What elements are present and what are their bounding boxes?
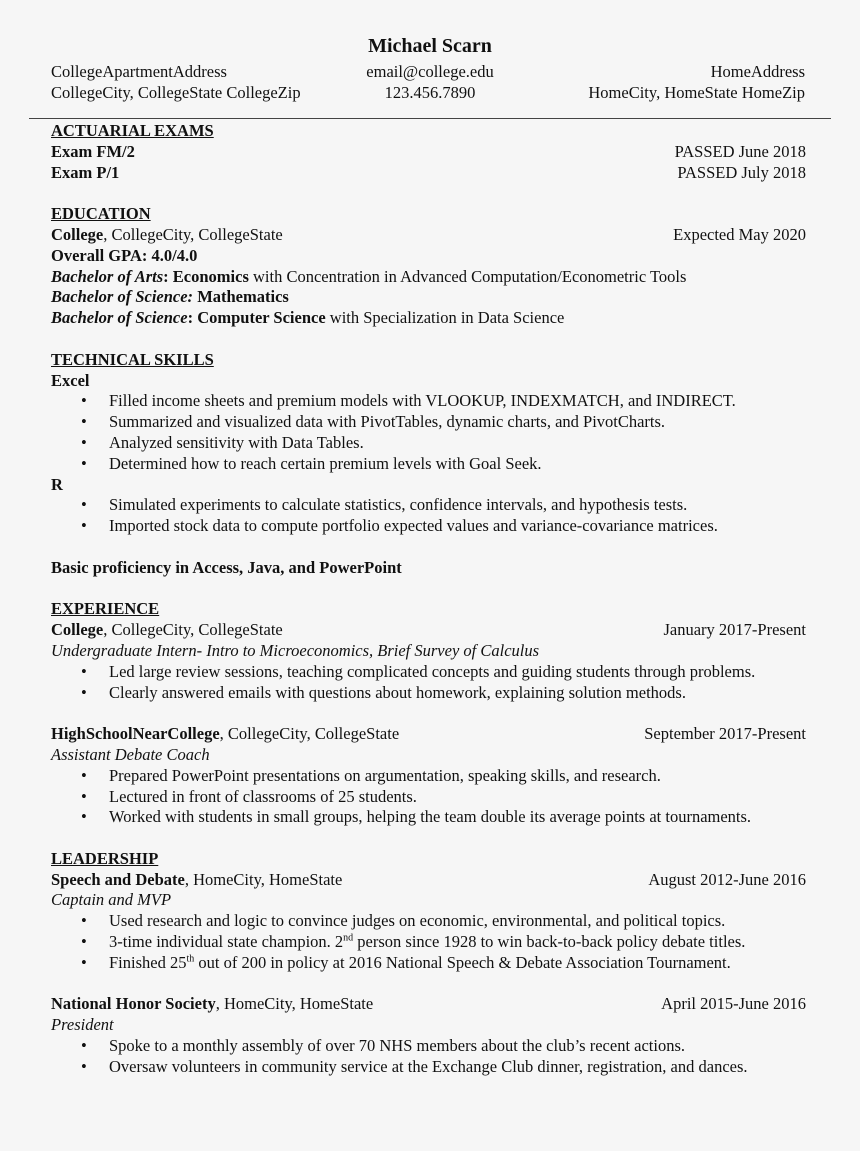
r-bullets [51, 495, 806, 537]
exam-name: Exam P/1 [51, 162, 120, 182]
list-item: • Finished 25th out of 200 in policy at 2016 National Speech & Debate Association Tournament. [51, 953, 806, 974]
job-bullets [51, 766, 806, 828]
section-title-exams: ACTUARIAL EXAMS [51, 121, 214, 140]
phone: 123.456.7890 [384, 83, 476, 102]
home-address-line1: HomeAddress [710, 62, 805, 81]
leadership-org: Speech and Debate [51, 869, 185, 889]
section-title-experience: EXPERIENCE [51, 599, 160, 619]
job-org: HighSchoolNearCollege [51, 724, 220, 744]
education-date: Expected May 2020 [673, 224, 806, 244]
leadership-role: President [51, 1015, 114, 1035]
list-item: • Simulated experiments to calculate statistics, confidence intervals, and hypothesis tests. [51, 495, 806, 516]
degree-line: Bachelor of Arts: Economics with Concentration in Advanced Computation/Econometric Tools [51, 266, 687, 286]
list-item: • Analyzed sensitivity with Data Tables. [51, 433, 806, 454]
leadership-location: , HomeCity, HomeState [184, 869, 343, 889]
job-header [51, 724, 806, 745]
list-item: • Worked with students in small groups, helping the team double its average points at tournaments. [51, 807, 806, 828]
leadership-location: , HomeCity, HomeState [215, 994, 374, 1014]
exam-row [51, 163, 806, 184]
basic-proficiency: Basic proficiency in Access, Java, and PowerPoint [51, 557, 402, 577]
college-address-line2: CollegeCity, CollegeState CollegeZip [51, 83, 301, 102]
email: email@college.edu [366, 62, 494, 81]
exam-status: PASSED July 2018 [677, 162, 806, 182]
list-item: • Imported stock data to compute portfolio expected values and variance-covariance matrices. [51, 516, 806, 537]
job-bullets [51, 662, 806, 704]
job-date: September 2017-Present [644, 724, 806, 744]
header-divider [29, 118, 831, 119]
list-item: • Used research and logic to convince judges on economic, environmental, and political topics. [51, 911, 806, 932]
job-header [51, 620, 806, 641]
skill-label-r: R [51, 474, 63, 494]
college-address-line1: CollegeApartmentAddress [51, 62, 227, 81]
exam-row [51, 142, 806, 163]
job-role: Assistant Debate Coach [51, 744, 210, 764]
list-item: • Led large review sessions, teaching complicated concepts and guiding students through problems. [51, 662, 806, 683]
leadership-bullets [51, 1036, 806, 1078]
job-date: January 2017-Present [663, 620, 806, 640]
resume-name: Michael Scarn [368, 35, 492, 57]
list-item: • Oversaw volunteers in community service at the Exchange Club dinner, registration, and dances. [51, 1057, 806, 1078]
list-item: • Filled income sheets and premium models with VLOOKUP, INDEXMATCH, and INDIRECT. [51, 391, 806, 412]
school-name: College [51, 224, 104, 244]
home-address [588, 61, 805, 103]
list-item: • Clearly answered emails with questions about homework, explaining solution methods. [51, 683, 806, 704]
section-title-leadership: LEADERSHIP [51, 848, 159, 868]
resume-body [51, 121, 806, 1078]
job-org: College [51, 620, 104, 640]
leadership-date: April 2015-June 2016 [661, 994, 806, 1014]
leadership-org: National Honor Society [51, 994, 216, 1014]
skill-label-excel: Excel [51, 370, 90, 390]
list-item: • Lectured in front of classrooms of 25 students. [51, 787, 806, 808]
leadership-header [51, 870, 806, 891]
list-item: • Summarized and visualized data with PivotTables, dynamic charts, and PivotCharts. [51, 412, 806, 433]
school-location: , CollegeCity, CollegeState [103, 224, 283, 244]
job-role: Undergraduate Intern- Intro to Microeconomics, Brief Survey of Calculus [51, 640, 540, 660]
section-title-education: EDUCATION [51, 204, 151, 224]
degree-line: Bachelor of Science: Computer Science with Specialization in Data Science [51, 308, 565, 328]
section-title-skills: TECHNICAL SKILLS [51, 349, 214, 369]
exam-status: PASSED June 2018 [674, 141, 806, 161]
leadership-bullets [51, 911, 806, 973]
home-address-line2: HomeCity, HomeState HomeZip [588, 83, 805, 102]
degree-line: Bachelor of Science: Mathematics [51, 287, 289, 307]
education-school-row [51, 225, 806, 246]
leadership-date: August 2012-June 2016 [648, 869, 806, 889]
job-location: , CollegeCity, CollegeState [103, 620, 283, 640]
list-item: • Prepared PowerPoint presentations on argumentation, speaking skills, and research. [51, 766, 806, 787]
list-item: • 3-time individual state champion. 2nd person since 1928 to win back-to-back policy debate titles. [51, 932, 806, 953]
gpa: Overall GPA: 4.0/4.0 [51, 245, 198, 265]
leadership-role: Captain and MVP [51, 890, 172, 910]
exam-name: Exam FM/2 [51, 141, 135, 161]
excel-bullets [51, 391, 806, 474]
job-location: , CollegeCity, CollegeState [219, 724, 400, 744]
leadership-header [51, 994, 806, 1015]
list-item: • Determined how to reach certain premium levels with Goal Seek. [51, 454, 806, 475]
list-item: • Spoke to a monthly assembly of over 70 NHS members about the club’s recent actions. [51, 1036, 806, 1057]
